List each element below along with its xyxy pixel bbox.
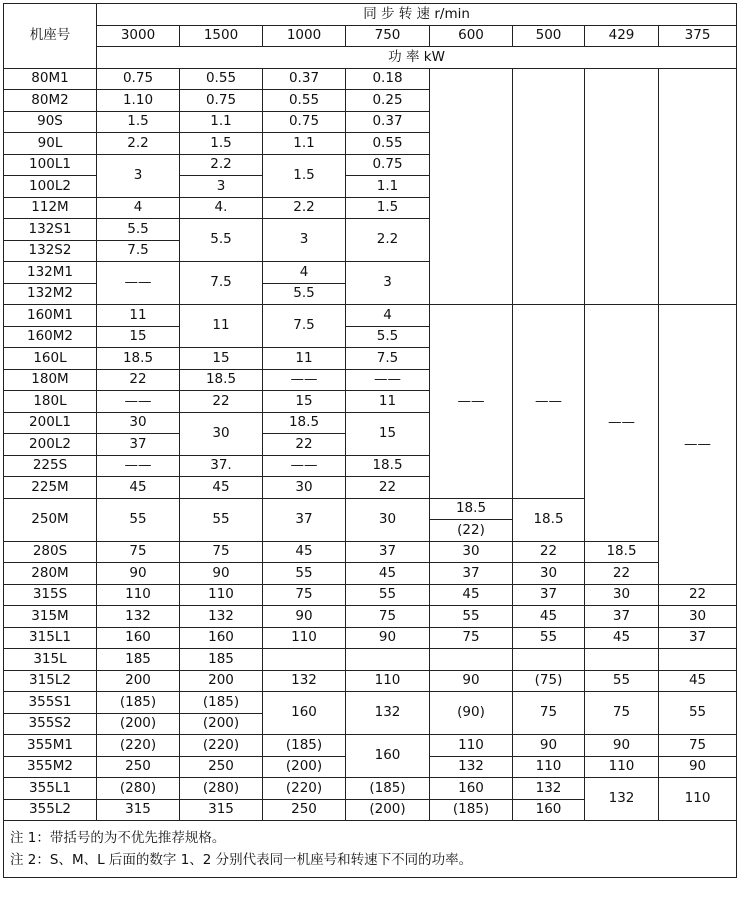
speed-3000-header: 3000: [97, 25, 180, 47]
power-cell: 37: [513, 584, 585, 606]
power-cell: 4: [346, 305, 430, 327]
model-cell: 315L1: [4, 627, 97, 649]
power-cell: 11: [180, 305, 263, 348]
power-cell: 30: [263, 477, 346, 499]
power-cell: (200): [346, 799, 430, 821]
power-cell: 55: [513, 627, 585, 649]
power-cell: 132: [97, 606, 180, 628]
model-cell: 315L: [4, 649, 97, 671]
empty-375-block: [659, 68, 737, 305]
power-cell: 45: [585, 627, 659, 649]
power-cell: 22: [346, 477, 430, 499]
power-cell: 200: [97, 670, 180, 692]
power-cell: 250: [97, 756, 180, 778]
table-row: [4, 305, 737, 327]
power-cell: 1.1: [180, 111, 263, 133]
model-cell: 355L2: [4, 799, 97, 821]
power-cell: 22: [263, 434, 346, 456]
speed-1500-header: 1500: [180, 25, 263, 47]
power-cell: (220): [180, 735, 263, 757]
power-cell: 160: [346, 735, 430, 778]
power-cell: 1.5: [97, 111, 180, 133]
table-row: [4, 692, 737, 714]
empty-cell: [513, 649, 585, 671]
power-cell: ——: [346, 369, 430, 391]
power-cell: (200): [180, 713, 263, 735]
empty-429-block: [585, 68, 659, 305]
power-cell: 0.18: [346, 68, 430, 90]
power-cell: 3: [263, 219, 346, 262]
power-cell: (200): [97, 713, 180, 735]
notes-row: [4, 821, 737, 878]
power-cell: 75: [97, 541, 180, 563]
power-cell: 75: [585, 692, 659, 735]
table-row: [4, 778, 737, 800]
power-cell: 5.5: [263, 283, 346, 305]
power-cell: 0.55: [346, 133, 430, 155]
power-cell: 1.1: [346, 176, 430, 198]
power-cell: 160: [97, 627, 180, 649]
power-cell: 132: [585, 778, 659, 821]
power-cell: 45: [513, 606, 585, 628]
power-cell: (185): [346, 778, 430, 800]
power-cell: 250: [180, 756, 263, 778]
model-cell: 80M1: [4, 68, 97, 90]
model-cell: 90L: [4, 133, 97, 155]
power-cell: (75): [513, 670, 585, 692]
power-cell: 2.2: [97, 133, 180, 155]
power-cell: 45: [97, 477, 180, 499]
empty-cell: [430, 649, 513, 671]
power-cell: 132: [263, 670, 346, 692]
model-cell: 132M1: [4, 262, 97, 284]
power-cell: 185: [97, 649, 180, 671]
power-cell: 0.75: [180, 90, 263, 112]
model-column-header: 机座号: [4, 4, 97, 69]
speed-1000-header: 1000: [263, 25, 346, 47]
power-cell: 90: [430, 670, 513, 692]
model-cell: 160M1: [4, 305, 97, 327]
power-cell: ——: [659, 305, 737, 585]
power-cell: 75: [346, 606, 430, 628]
power-cell: 18.5: [180, 369, 263, 391]
power-cell: 7.5: [263, 305, 346, 348]
power-cell: 22: [180, 391, 263, 413]
model-cell: 90S: [4, 111, 97, 133]
power-cell: 110: [659, 778, 737, 821]
power-cell: 22: [513, 541, 585, 563]
power-cell: 18.5: [430, 498, 513, 520]
model-cell: 355M2: [4, 756, 97, 778]
power-cell: 4.: [180, 197, 263, 219]
power-cell: (200): [263, 756, 346, 778]
note-1: 注 1：带括号的为不优先推荐规格。: [10, 830, 226, 846]
model-cell: 160M2: [4, 326, 97, 348]
power-cell: 37: [97, 434, 180, 456]
header-row-speeds: [4, 25, 737, 47]
power-cell: 37: [430, 563, 513, 585]
power-cell: (185): [263, 735, 346, 757]
power-cell: 45: [263, 541, 346, 563]
power-cell: 3: [346, 262, 430, 305]
power-cell: 200: [180, 670, 263, 692]
model-cell: 315S: [4, 584, 97, 606]
table-row: [4, 649, 737, 671]
power-cell: 90: [263, 606, 346, 628]
power-cell: 30: [97, 412, 180, 434]
power-cell: 160: [180, 627, 263, 649]
power-cell: 185: [180, 649, 263, 671]
power-cell: 75: [659, 735, 737, 757]
power-cell: (185): [180, 692, 263, 714]
power-cell: 55: [97, 498, 180, 541]
speed-600-header: 600: [430, 25, 513, 47]
power-cell: 30: [430, 541, 513, 563]
table-row: [4, 670, 737, 692]
power-cell: (90): [430, 692, 513, 735]
power-cell: 45: [430, 584, 513, 606]
speed-500-header: 500: [513, 25, 585, 47]
power-cell: 90: [659, 756, 737, 778]
power-cell: 0.75: [97, 68, 180, 90]
power-cell: 5.5: [97, 219, 180, 241]
sync-speed-header: 同 步 转 速 r/min: [97, 4, 737, 26]
empty-600-block: [430, 68, 513, 305]
power-cell: ——: [97, 455, 180, 477]
power-cell: 132: [513, 778, 585, 800]
power-cell: 132: [180, 606, 263, 628]
speed-375-header: 375: [659, 25, 737, 47]
power-cell: 90: [180, 563, 263, 585]
model-cell: 315L2: [4, 670, 97, 692]
power-cell: 18.5: [263, 412, 346, 434]
header-row-1: [4, 4, 737, 26]
power-cell: ——: [585, 305, 659, 542]
model-cell: 280M: [4, 563, 97, 585]
power-cell: 110: [180, 584, 263, 606]
power-cell: 18.5: [346, 455, 430, 477]
motor-power-table: [3, 3, 737, 878]
power-cell: 18.5: [513, 498, 585, 541]
power-cell: 110: [430, 735, 513, 757]
power-cell: 37: [659, 627, 737, 649]
model-cell: 225M: [4, 477, 97, 499]
power-cell: 160: [430, 778, 513, 800]
table-row: [4, 627, 737, 649]
power-cell: (220): [97, 735, 180, 757]
table-notes: [4, 821, 737, 878]
table-row: [4, 563, 737, 585]
power-cell: 0.75: [263, 111, 346, 133]
power-cell: 0.37: [263, 68, 346, 90]
speed-429-header: 429: [585, 25, 659, 47]
power-cell: 15: [346, 412, 430, 455]
model-cell: 315M: [4, 606, 97, 628]
power-cell: (280): [97, 778, 180, 800]
model-cell: 355S1: [4, 692, 97, 714]
empty-cell: [659, 649, 737, 671]
power-cell: 0.25: [346, 90, 430, 112]
model-cell: 225S: [4, 455, 97, 477]
empty-cell: [346, 649, 430, 671]
power-cell: 55: [263, 563, 346, 585]
power-cell: ——: [513, 305, 585, 499]
power-cell: 160: [513, 799, 585, 821]
power-cell: 45: [659, 670, 737, 692]
power-cell: 18.5: [97, 348, 180, 370]
power-cell: 37: [346, 541, 430, 563]
power-cell: 1.5: [263, 154, 346, 197]
model-cell: 80M2: [4, 90, 97, 112]
power-cell: 90: [97, 563, 180, 585]
model-cell: 100L2: [4, 176, 97, 198]
table-row: [4, 735, 737, 757]
power-cell: 315: [180, 799, 263, 821]
power-cell: 5.5: [180, 219, 263, 262]
power-cell: 90: [585, 735, 659, 757]
model-cell: 180M: [4, 369, 97, 391]
power-cell: 22: [659, 584, 737, 606]
power-cell: 37: [263, 498, 346, 541]
power-cell: 0.55: [263, 90, 346, 112]
power-cell: 3: [180, 176, 263, 198]
power-cell: 110: [346, 670, 430, 692]
power-cell: (280): [180, 778, 263, 800]
power-cell: 30: [659, 606, 737, 628]
power-cell: 5.5: [346, 326, 430, 348]
model-cell: 160L: [4, 348, 97, 370]
table-row: [4, 606, 737, 628]
model-cell: 132S2: [4, 240, 97, 262]
power-cell: 1.1: [263, 133, 346, 155]
power-cell: 160: [263, 692, 346, 735]
power-cell: 75: [180, 541, 263, 563]
power-cell: 110: [97, 584, 180, 606]
power-cell: 55: [180, 498, 263, 541]
power-cell: 18.5: [585, 541, 659, 563]
power-cell: 30: [346, 498, 430, 541]
model-cell: 355S2: [4, 713, 97, 735]
table-row: [4, 584, 737, 606]
model-cell: 112M: [4, 197, 97, 219]
power-cell: 110: [585, 756, 659, 778]
power-cell: (185): [97, 692, 180, 714]
power-cell: 55: [430, 606, 513, 628]
power-cell: 37.: [180, 455, 263, 477]
model-cell: 180L: [4, 391, 97, 413]
power-unit-header: 功 率 kW: [97, 47, 737, 69]
power-cell: 30: [180, 412, 263, 455]
power-cell: 7.5: [346, 348, 430, 370]
table-row: [4, 68, 737, 90]
power-cell: 15: [97, 326, 180, 348]
power-cell: 1.10: [97, 90, 180, 112]
power-cell: 2.2: [263, 197, 346, 219]
power-cell: 22: [585, 563, 659, 585]
power-cell: 30: [585, 584, 659, 606]
power-cell: 37: [585, 606, 659, 628]
empty-500-block: [513, 68, 585, 305]
power-cell: ——: [430, 305, 513, 499]
power-cell: 75: [430, 627, 513, 649]
power-cell: 22: [97, 369, 180, 391]
power-cell: 7.5: [180, 262, 263, 305]
empty-cell: [263, 649, 346, 671]
model-cell: 132S1: [4, 219, 97, 241]
power-cell: ——: [97, 391, 180, 413]
power-cell: ——: [263, 369, 346, 391]
model-cell: 132M2: [4, 283, 97, 305]
power-cell: 4: [97, 197, 180, 219]
power-cell: 132: [346, 692, 430, 735]
power-cell: 3: [97, 154, 180, 197]
model-cell: 355L1: [4, 778, 97, 800]
power-cell: 11: [97, 305, 180, 327]
power-cell: 90: [513, 735, 585, 757]
power-cell: 132: [430, 756, 513, 778]
power-cell: 1.5: [346, 197, 430, 219]
power-cell: 15: [263, 391, 346, 413]
power-cell: 75: [263, 584, 346, 606]
power-cell: 55: [346, 584, 430, 606]
power-cell: 110: [513, 756, 585, 778]
power-cell: 250: [263, 799, 346, 821]
power-cell: 90: [346, 627, 430, 649]
power-cell: 1.5: [180, 133, 263, 155]
power-cell: ——: [263, 455, 346, 477]
power-cell: 0.37: [346, 111, 430, 133]
note-2: 注 2：S、M、L 后面的数字 1、2 分别代表同一机座号和转速下不同的功率。: [10, 852, 473, 868]
model-cell: 280S: [4, 541, 97, 563]
power-cell: (220): [263, 778, 346, 800]
power-cell: 0.75: [346, 154, 430, 176]
model-cell: 355M1: [4, 735, 97, 757]
power-cell: 2.2: [180, 154, 263, 176]
model-cell: 200L1: [4, 412, 97, 434]
header-row-power: [4, 47, 737, 69]
power-cell: 315: [97, 799, 180, 821]
power-cell: 4: [263, 262, 346, 284]
power-cell: 11: [263, 348, 346, 370]
power-cell: 7.5: [97, 240, 180, 262]
power-cell: 0.55: [180, 68, 263, 90]
power-cell: 2.2: [346, 219, 430, 262]
model-cell: 100L1: [4, 154, 97, 176]
power-cell: 45: [346, 563, 430, 585]
table-row: [4, 541, 737, 563]
power-cell: 45: [180, 477, 263, 499]
model-cell: 250M: [4, 498, 97, 541]
power-cell: 55: [659, 692, 737, 735]
speed-750-header: 750: [346, 25, 430, 47]
model-cell: 200L2: [4, 434, 97, 456]
power-cell: 15: [180, 348, 263, 370]
empty-cell: [585, 649, 659, 671]
power-cell: (22): [430, 520, 513, 542]
motor-power-table-container: [3, 3, 736, 878]
power-cell: 30: [513, 563, 585, 585]
power-cell: ——: [97, 262, 180, 305]
power-cell: (185): [430, 799, 513, 821]
power-cell: 55: [585, 670, 659, 692]
power-cell: 75: [513, 692, 585, 735]
power-cell: 110: [263, 627, 346, 649]
power-cell: 11: [346, 391, 430, 413]
